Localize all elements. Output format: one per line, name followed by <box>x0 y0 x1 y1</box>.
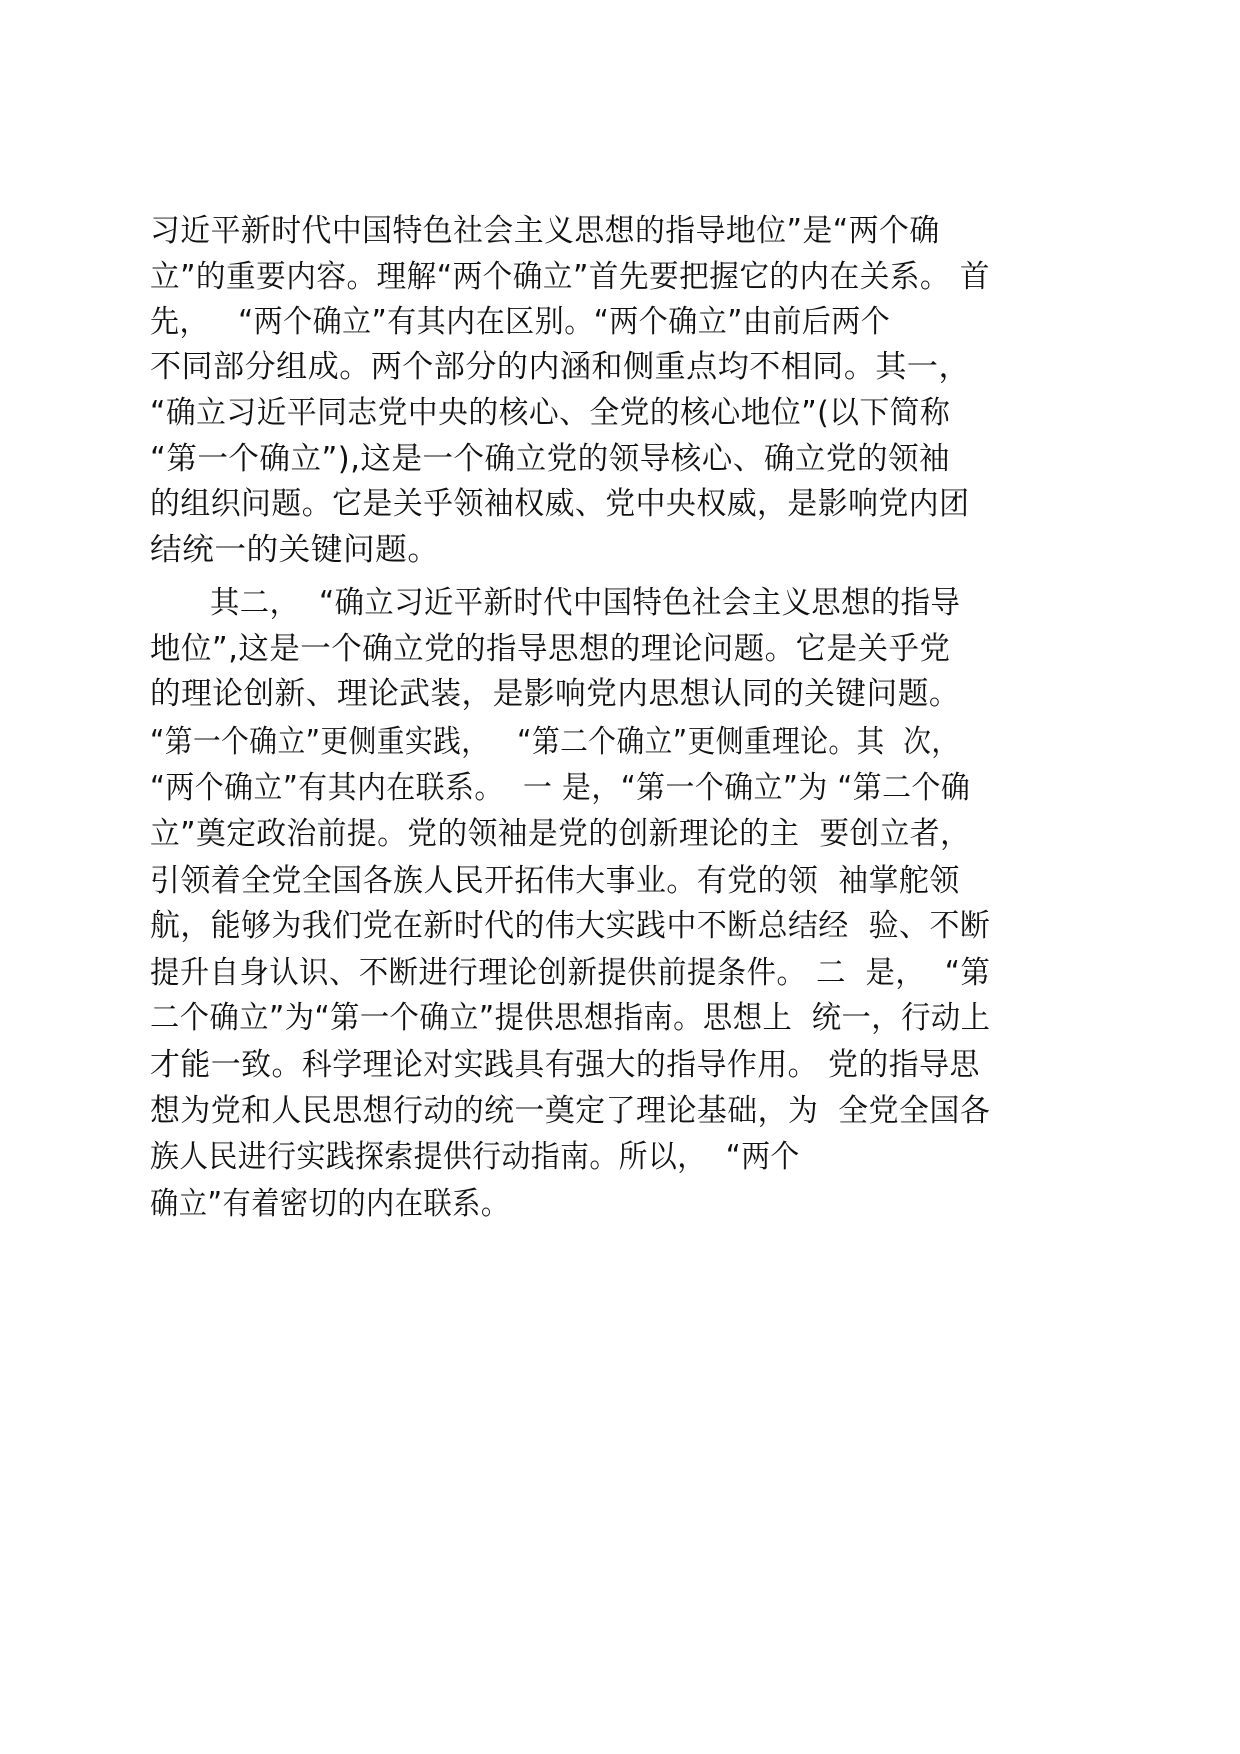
text-line-8: 结统一的关键问题。 <box>150 532 440 568</box>
text-line-7: 的组织问题。它是关乎领袖权威、党中央权威，是影响党内团 <box>150 486 970 522</box>
text-line-1: 习近平新时代中国特色社会主义思想的指导地位”是“两个确 <box>150 213 940 249</box>
text-line-12: “第一个确立”更侧重实践， “第二个确立”更侧重理论。其 次， <box>150 724 960 760</box>
text-line-6: “第一个确立”),这是一个确立党的领导核心、确立党的领袖 <box>150 441 951 477</box>
text-line-14: 立”奠定政治前提。党的领袖是党的创新理论的主 要创立者， <box>150 816 971 852</box>
text-line-15: 引领着全党全国各族人民开拓伟大事业。有党的领 袖掌舵领 <box>150 863 960 899</box>
text-line-4: 不同部分组成。两个部分的内涵和侧重点均不相同。其一， <box>150 349 971 385</box>
text-line-20: 想为党和人民思想行动的统一奠定了理论基础，为 全党全国各 <box>150 1093 991 1129</box>
text-line-19: 才能一致。科学理论对实践具有强大的指导作用。 党的指导思 <box>150 1047 980 1083</box>
text-line-3: 先， “两个确立”有其内在区别。“两个确立”由前后两个 <box>150 304 891 340</box>
text-line-13: “两个确立”有其内在联系。 一 是，“第一个确立”为 “第二个确 <box>150 770 971 806</box>
text-line-11: 的理论创新、理论武装，是影响党内思想认同的关键问题。 <box>150 676 960 712</box>
text-line-18: 二个确立”为“第一个确立”提供思想指南。思想上 统一，行动上 <box>150 1000 991 1036</box>
text-line-17: 提升自身认识、不断进行理论创新提供前提条件。 二 是， “第 <box>150 955 991 991</box>
text-line-22: 确立”有着密切的内在联系。 <box>150 1186 510 1222</box>
text-line-16: 航，能够为我们党在新时代的伟大实践中不断总结经 验、不断 <box>150 908 991 944</box>
text-line-21: 族人民进行实践探索提供行动指南。所以， “两个 <box>150 1139 800 1175</box>
text-line-10: 地位”,这是一个确立党的指导思想的理论问题。它是关乎党 <box>150 631 951 667</box>
text-line-5: “确立习近平同志党中央的核心、全党的核心地位”(以下简称 <box>150 395 951 431</box>
text-line-9: 其二， “确立习近平新时代中国特色社会主义思想的指导 <box>210 585 961 621</box>
text-line-2: 立”的重要内容。理解“两个确立”首先要把握它的内在关系。 首 <box>150 259 991 295</box>
